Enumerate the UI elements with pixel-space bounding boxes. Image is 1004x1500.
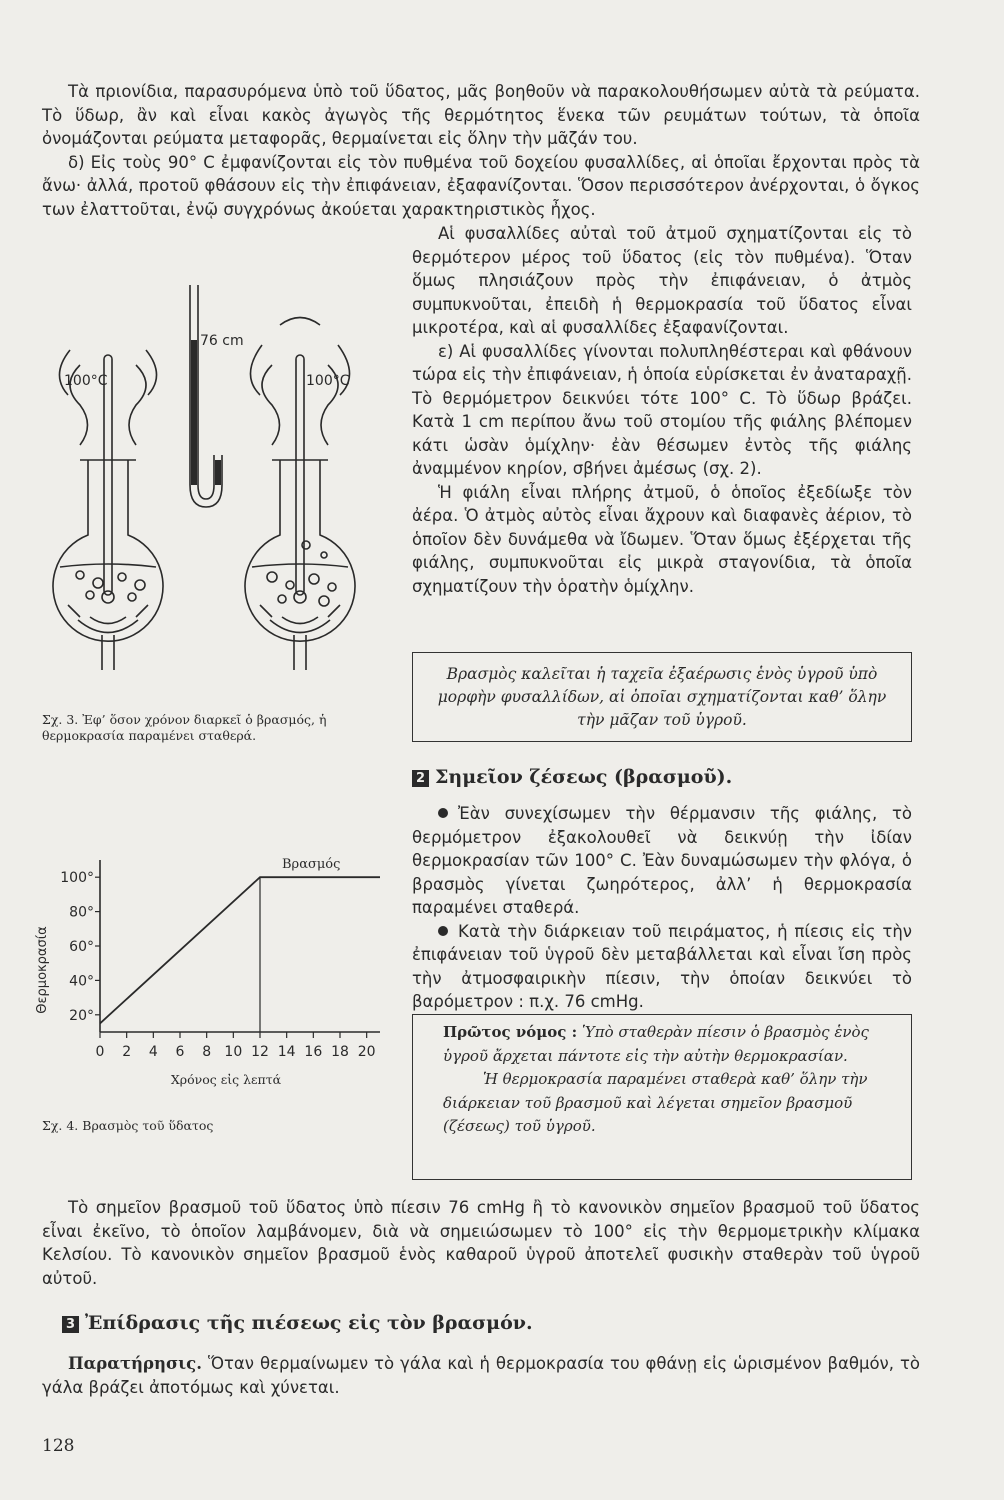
bullet-icon xyxy=(438,926,448,936)
right-column-text xyxy=(412,222,912,598)
y-axis-label: Θερμοκρασία xyxy=(35,926,50,1014)
y-tick-label: 100° xyxy=(60,870,94,887)
x-tick-label: 16 xyxy=(304,1044,323,1060)
y-tick-label: 80° xyxy=(69,904,94,921)
x-tick-label: 8 xyxy=(202,1044,212,1060)
label-right-100c: 100°C xyxy=(306,373,350,389)
paragraph-1: Τὰ πριονίδια, παρασυρόμενα ὑπὸ τοῦ ὕδατος, μᾶς βοηθοῦν νὰ παρακολουθήσωμεν αὐτὰ τὰ ρεύματα. Τὸ ὕδωρ, ἂν καὶ εἶναι κακὸς ἀγωγὸς τῆς θερμότητος ἕνεκα τῶν ρευμάτων τούτων, τὰ ὁποῖα ὀνομάζονται ρεύματα μεταφορᾶς, θερμαίνεται εἰς ὅλην τὴν μᾶζάν του. xyxy=(42,82,920,148)
paragraph-2: δ) Εἰς τοὺς 90° C ἐμφανίζονται εἰς τὸν πυθμένα τοῦ δοχείου φυσαλλίδες, αἱ ὁποῖαι ἔρχονται πρὸς τὰ ἄνω· ἀλλά, προτοῦ φθάσουν εἰς τὴν ἐπιφάνειαν, ἐξαφανίζονται. Ὅσον περισσότερον ἀνέρχονται, ὁ ὄγκος των ἐλαττοῦται, ἐνῷ συγχρόνως ἀκούεται χαρακτηριστικὸς ἦχος. xyxy=(42,152,920,219)
x-tick-label: 6 xyxy=(175,1044,185,1060)
definition-box: Βρασμὸς καλεῖται ἡ ταχεῖα ἐξαέρωσις ἑνὸς ὑγροῦ ὑπὸ μορφὴν φυσαλλίδων, αἱ ὁποῖαι σχηματίζονται καθ’ ὅλην τὴν μᾶζαν τοῦ ὑγροῦ. xyxy=(412,652,912,742)
x-tick-label: 18 xyxy=(331,1044,349,1060)
paragraph-normal: Τὸ σημεῖον βρασμοῦ τοῦ ὕδατος ὑπὸ πίεσιν 76 cmHg ἢ τὸ κανονικὸν σημεῖον βρασμοῦ τοῦ ὕδατος εἶναι ἐκεῖνο, τὸ ὁποῖον λαμβάνομεν, διὰ νὰ σημειώσωμεν τὸ 100° εἰς τὴν θερμομετρικὴν κλίμακα Κελσίου. Τὸ κανονικὸν σημεῖον βρασμοῦ ἑνὸς καθαροῦ ὑγροῦ ἀποτελεῖ φυσικὴν σταθερὰν τοῦ ὑγροῦ αὐτοῦ. xyxy=(42,1198,920,1288)
section-number-2: 2 xyxy=(412,770,429,787)
manometer-mercury xyxy=(191,340,197,485)
chart-svg xyxy=(30,850,400,1090)
x-tick-label: 12 xyxy=(251,1044,269,1060)
bullet-icon xyxy=(438,808,448,818)
x-tick-label: 20 xyxy=(357,1044,376,1060)
temperature-line xyxy=(100,877,380,1023)
x-axis-label: Χρόνος εἰς λεπτά xyxy=(170,1072,282,1087)
law-part-1: Ὑπὸ σταθερὰν πίεσιν ὁ βρασμὸς ἑνὸς ὑγροῦ ἄρχεται πάντοτε εἰς τὴν αὐτὴν θερμοκρασίαν. xyxy=(443,1023,869,1065)
y-tick-label: 60° xyxy=(69,939,94,955)
paragraph-5: Ἡ φιάλη εἶναι πλήρης ἀτμοῦ, ὁ ὁποῖος ἐξεδίωξε τὸν ἀέρα. Ὁ ἀτμὸς αὐτὸς εἶναι ἄχρουν καὶ διαφανὲς ἀέριον, τὸ ὁποῖον δὲν δυνάμεθα νὰ ἴδωμεν. Ὅταν ὅμως ἐξέρχεται τῆς φιάλης, συμπυκνοῦται εἰς μικρὰ σταγονίδια, τὰ ὁποῖα σχηματίζουν τὴν ὁρατὴν ὁμίχλην. xyxy=(412,482,912,596)
observation-text: Ὅταν θερμαίνωμεν τὸ γάλα καὶ ἡ θερμοκρασία του φθάνῃ εἰς ὡρισμένον βαθμόν, τὸ γάλα βράζει ἀποτόμως καὶ χύνεται. xyxy=(42,1354,921,1397)
x-tick-label: 4 xyxy=(148,1044,158,1060)
chart-annotation-vrasmos: Βρασμός xyxy=(282,857,341,872)
boiling-apparatus-drawing xyxy=(40,245,400,675)
section-2-title: Σημεῖον ζέσεως (βρασμοῦ). xyxy=(435,766,733,788)
bullet-text-2: Κατὰ τὴν διάρκειαν τοῦ πειράματος, ἡ πίεσις εἰς τὴν ἐπιφάνειαν τοῦ ὑγροῦ δὲν μεταβάλλεται καὶ εἶναι ἴση πρὸς τὴν ἀτμοσφαιρικὴν πίεσιν, τὴν ὁποίαν δεικνύει τὸ βαρόμετρον : π.χ. 76 cmHg. xyxy=(412,921,912,1011)
law-box xyxy=(412,1014,912,1180)
law-title: Πρῶτος νόμος : xyxy=(443,1023,578,1041)
paragraph-4: ε) Αἱ φυσαλλίδες γίνονται πολυπληθέστεραι καὶ φθάνουν τώρα εἰς τὴν ἐπιφάνειαν, ἡ ὁποία εὑρίσκεται ἐν ἀναταραχῇ. Τὸ θερμόμετρον δεικνύει τότε 100° C. Τὸ ὕδωρ βράζει. Κατὰ 1 cm περίπου ἄνω τοῦ στομίου τῆς φιάλης βλέπομεν κάτι ὡσὰν ὁμίχλην· ἐὰν θέσωμεν ἐντὸς τῆς φιάλης ἀναμμένον κηρίον, σβήνει ἀμέσως (σχ. 2). xyxy=(412,341,912,478)
figure-3-caption: Σχ. 3. Ἐφ’ ὅσον χρόνον διαρκεῖ ὁ βρασμός, ἡ θερμοκρασία παραμένει σταθερά. xyxy=(42,712,327,743)
observation-paragraph xyxy=(42,1352,920,1399)
bullet-text-1: Ἐὰν συνεχίσωμεν τὴν θέρμανσιν τῆς φιάλης, τὸ θερμόμετρον ἐξακολουθεῖ νὰ δεικνύῃ τὴν ἰδίαν θερμοκρασίαν τῶν 100° C. Ἐὰν δυναμώσωμεν τὴν φλόγα, ὁ βρασμὸς γίνεται ζωηρότερος, ἀλλ’ ἡ θερμοκρασία παραμένει σταθερά. xyxy=(412,804,912,917)
label-76cm: 76 cm xyxy=(200,333,244,349)
section-2-heading xyxy=(412,766,732,788)
paragraph-3: Αἱ φυσαλλίδες αὐταὶ τοῦ ἀτμοῦ σχηματίζονται εἰς τὸ θερμότερον μέρος τοῦ ὕδατος (εἰς τὸν πυθμένα). Ὅταν ὅμως πλησιάζουν πρὸς τὴν ἐπιφάνειαν, ὁ ἀτμὸς συμπυκνοῦται, ἐπειδὴ ἡ θερμοκρασία τοῦ ὕδατος εἶναι μικροτέρα, καὶ αἱ φυσαλλίδες ἐξαφανίζονται. xyxy=(412,224,912,337)
x-tick-label: 0 xyxy=(95,1044,105,1060)
x-tick-label: 14 xyxy=(277,1044,296,1060)
section-3-title: Ἐπίδρασις τῆς πιέσεως εἰς τὸν βρασμόν. xyxy=(85,1312,533,1334)
normal-boiling-paragraph xyxy=(42,1196,920,1290)
observation-label: Παρατήρησις. xyxy=(68,1354,202,1373)
section-number-3: 3 xyxy=(62,1316,79,1333)
section-2-body xyxy=(412,802,912,1014)
x-tick-label: 10 xyxy=(224,1044,243,1060)
y-tick-label: 40° xyxy=(69,973,94,990)
figure-3 xyxy=(40,245,400,675)
page-number: 128 xyxy=(42,1436,75,1456)
figure-4-caption: Σχ. 4. Βρασμὸς τοῦ ὕδατος xyxy=(42,1118,214,1133)
section-3-heading xyxy=(62,1312,533,1334)
y-tick-label: 20° xyxy=(69,1007,94,1024)
top-text xyxy=(42,80,920,221)
x-tick-label: 2 xyxy=(122,1044,132,1060)
boiling-chart xyxy=(30,850,400,1090)
label-left-100c: 100°C xyxy=(64,373,108,389)
law-part-2: Ἡ θερμοκρασία παραμένει σταθερὰ καθ’ ὅλην τὴν διάρκειαν τοῦ βρασμοῦ καὶ λέγεται σημεῖον βρασμοῦ (ζέσεως) τοῦ ὑγροῦ. xyxy=(443,1070,868,1135)
